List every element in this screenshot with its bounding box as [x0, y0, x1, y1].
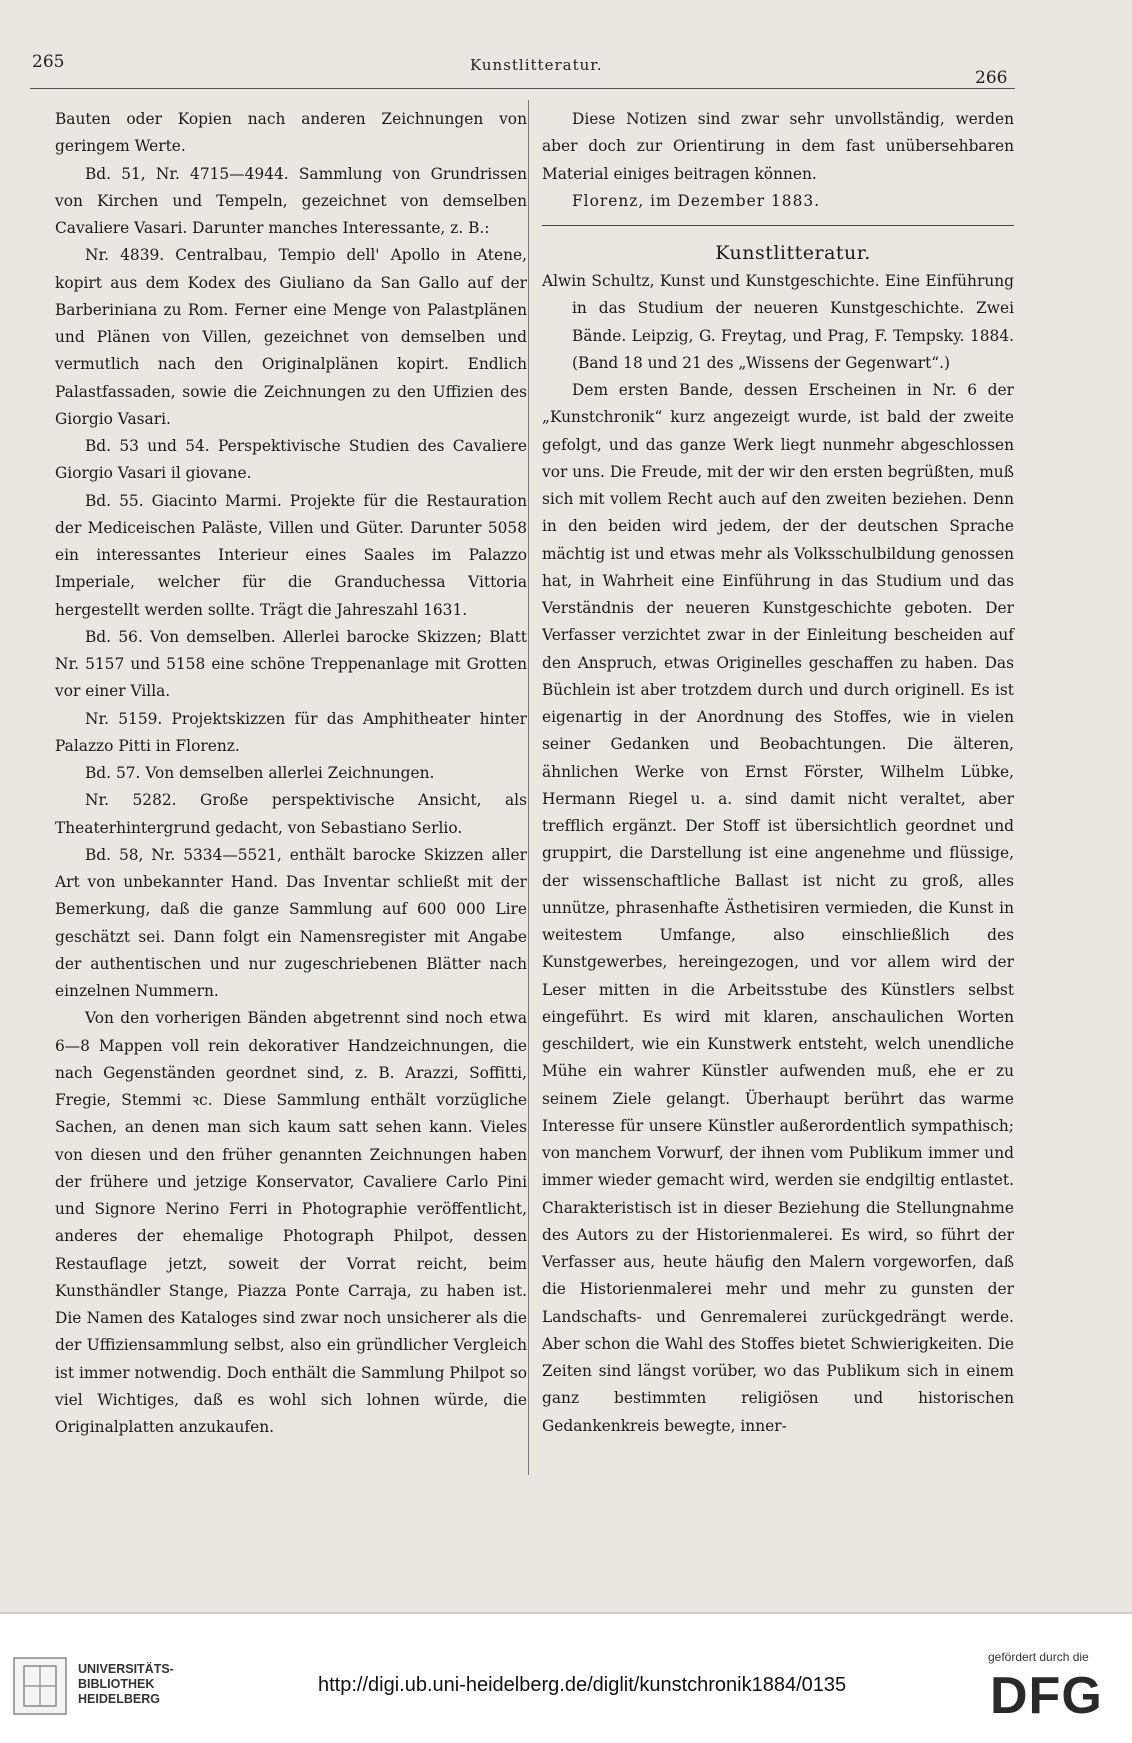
running-title: Kunstlitteratur.: [470, 56, 603, 74]
intro-paragraph: Diese Notizen sind zwar sehr unvollständig, werden aber doch zur Orientirung in dem fast unübersehbaren Material einiges beitragen können.: [542, 110, 1014, 183]
page-number-right: 266: [975, 68, 1008, 88]
library-name-line: UNIVERSITÄTS-: [78, 1662, 174, 1676]
header-rule: [30, 88, 1015, 89]
right-column: [542, 106, 1014, 1440]
paragraph: Bd. 56. Von demselben. Allerlei barocke Skizzen; Blatt Nr. 5157 und 5158 eine schöne Treppenanlage mit Grotten vor einer Villa.: [55, 627, 527, 701]
page-number-left: 265: [32, 52, 65, 72]
section-rule: [542, 225, 1014, 226]
source-url-link[interactable]: http://digi.ub.uni-heidelberg.de/diglit/kunstchronik1884/0135: [318, 1674, 847, 1696]
library-name: [78, 1662, 174, 1707]
digitization-footer: [0, 1612, 1132, 1743]
left-column: [55, 106, 527, 1441]
column-divider: [528, 100, 529, 1475]
dfg-logo: DFG: [990, 1667, 1103, 1725]
review-heading: Alwin Schultz, Kunst und Kunstgeschichte. Eine Einführung in das Studium der neueren Kunstgeschichte. Zwei Bände. Leipzig, G. Freytag, und Prag, F. Tempsky. 1884. (Band 18 und 21 des „Wissens der Gegenwart“.): [542, 272, 1014, 372]
paragraph: Bd. 51, Nr. 4715—4944. Sammlung von Grundrissen von Kirchen und Tempeln, gezeichnet von demselben Cavaliere Vasari. Darunter manches Interessante, z. B.:: [55, 164, 527, 237]
paragraph: Bd. 53 und 54. Perspektivische Studien des Cavaliere Giorgio Vasari il giovane.: [55, 437, 527, 483]
paragraph: Nr. 5159. Projektskizzen für das Amphitheater hinter Palazzo Pitti in Florenz.: [55, 709, 527, 755]
paragraph: Nr. 5282. Große perspektivische Ansicht, als Theaterhintergrund gedacht, von Sebastiano Serlio.: [55, 791, 527, 837]
paragraph: Bd. 57. Von demselben allerlei Zeichnungen.: [85, 764, 435, 782]
section-title: Kunstlitteratur.: [715, 242, 871, 264]
paragraph: Nr. 4839. Centralbau, Tempio dell' Apollo in Atene, kopirt aus dem Kodex des Giuliano da San Gallo auf der Barberiniana zu Rom. Ferner eine Menge von Palastplänen und Plänen von Villen, gezeichnet von demselben und vermutlich nach den Originalplänen kopirt. Endlich Palastfassaden, sowie die Zeichnungen zu den Uffizien des Giorgio Vasari.: [55, 246, 527, 428]
paragraph: Bd. 58, Nr. 5334—5521, enthält barocke Skizzen aller Art von unbekannter Hand. Das Inventar schließt mit der Bemerkung, daß die ganze Sammlung auf 600 000 Lire geschätzt sei. Dann folgt ein Namensregister mit Angabe der authentischen und nur zugeschriebenen Blätter nach einzelnen Nummern.: [55, 845, 527, 1000]
paragraph: Bauten oder Kopien nach anderen Zeichnungen von geringem Werte.: [55, 110, 527, 156]
university-seal-icon: [12, 1656, 68, 1716]
signature-line: Florenz, im Dezember 1883.: [572, 191, 821, 210]
library-name-line: HEIDELBERG: [78, 1692, 160, 1706]
paragraph: Bd. 55. Giacinto Marmi. Projekte für die Restauration der Mediceischen Paläste, Villen und Güter. Darunter 5058 ein interessantes Interieur eines Saales im Palazzo Imperiale, welcher für die Granduchessa Vittoria hergestellt werden sollte. Trägt die Jahreszahl 1631.: [55, 491, 527, 619]
paragraph: Von den vorherigen Bänden abgetrennt sind noch etwa 6—8 Mappen voll rein dekorativer Handzeichnungen, die nach Gegenständen geordnet sind, z. B. Arazzi, Soffitti, Fregie, Stemmi ꝛc. Diese Sammlung enthält vorzügliche Sachen, an denen man sich kaum satt sehen kann. Vieles von diesen und den früher genannten Zeichnungen haben der frühere und jetzige Konservator, Cavaliere Carlo Pini und Signore Nerino Ferri in Photographie veröffentlicht, anderes der ehemalige Photograph Philpot, dessen Restauflage jetzt, soweit der Vorrat reicht, beim Kunsthändler Stange, Piazza Ponte Carraja, zu haben ist. Die Namen des Kataloges sind zwar noch unsicherer als die der Uffiziensammlung selbst, also ein gründlicher Vergleich ist immer notwendig. Doch enthält die Sammlung Philpot so viel Wichtiges, daß es wohl sich lohnen würde, die Originalplatten anzukaufen.: [55, 1009, 527, 1436]
funded-by-text: gefördert durch die: [988, 1650, 1089, 1664]
review-body: Dem ersten Bande, dessen Erscheinen in Nr. 6 der „Kunstchronik“ kurz angezeigt wurde, ist bald der zweite gefolgt, und das ganze Werk liegt nunmehr abgeschlossen vor uns. Die Freude, mit der wir den ersten begrüßten, muß sich mit vollem Recht auch auf den zweiten beziehen. Denn in den beiden wird jedem, der der deutschen Sprache mächtig ist und etwas mehr als Volksschulbildung genossen hat, in Wahrheit eine Einführung in das Studium und das Verständnis der neueren Kunstgeschichte geboten. Der Verfasser verzichtet zwar in der Einleitung bescheiden auf den Anspruch, etwas Originelles geschaffen zu haben. Das Büchlein ist aber trotzdem durch und durch originell. Es ist eigenartig in der Anordnung des Stoffes, wie in vielen seiner Gedanken und Beobachtungen. Die älteren, ähnlichen Werke von Ernst Förster, Wilhelm Lübke, Hermann Riegel u. a. sind damit nicht veraltet, aber trefflich ergänzt. Der Stoff ist übersichtlich geordnet und gruppirt, die Darstellung ist eine angenehme und flüssige, der wissenschaftliche Ballast ist nicht zu groß, alles unnütze, phrasenhafte Ästhetisiren vermieden, die Kunst in weitestem Umfange, also einschließlich des Kunstgewerbes, hereingezogen, und vor allem wird der Leser mitten in die Arbeitsstube des Künstlers selbst eingeführt. Es wird mit klaren, anschaulichen Worten geschildert, wie ein Kunstwerk entsteht, welch unendliche Mühe ein wahrer Künstler aufwenden muß, ehe er zu seinem Ziele gelangt. Überhaupt berührt das warme Interesse für unsere Künstler außerordentlich sympathisch; von manchem Vorwurf, der ihnen vom Publikum immer und immer wieder gemacht wird, werden sie endgiltig entlastet. Charakteristisch ist in dieser Beziehung die Stellungnahme des Autors zu der Historienmalerei. Es wird, so führt der Verfasser aus, heute häufig den Malern vorgeworfen, daß die Historienmalerei mehr und mehr zu gunsten der Landschafts- und Genremalerei zurückgedrängt werde. Aber schon die Wahl des Stoffes bietet Schwierigkeiten. Die Zeiten sind längst vorüber, wo das Publikum sich in einem ganz bestimmten religiösen und historischen Gedankenkreis bewegte, inner-: [542, 381, 1014, 1435]
library-name-line: BIBLIOTHEK: [78, 1677, 155, 1691]
